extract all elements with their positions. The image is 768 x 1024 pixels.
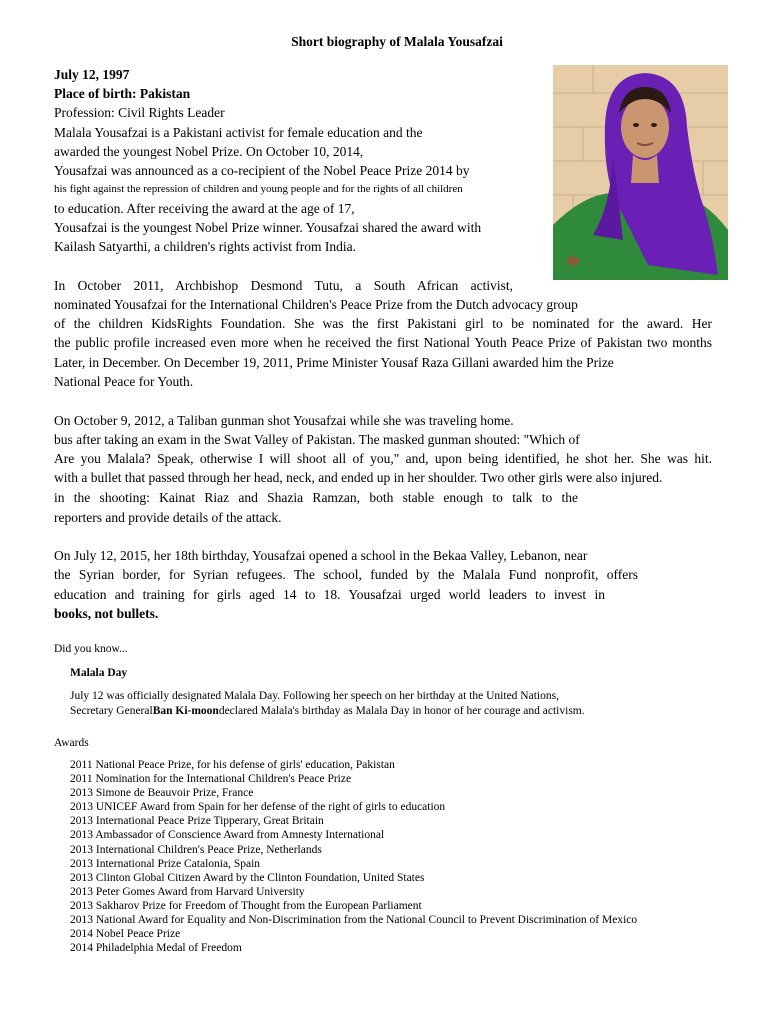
books-not-bullets: books, not bullets. — [54, 606, 159, 621]
award-item: 2013 Peter Gomes Award from Harvard University — [70, 885, 305, 898]
para1-line: awarded the youngest Nobel Prize. On October 10, 2014, — [54, 144, 364, 159]
para3-line: bus after taking an exam in the Swat Valley of Pakistan. The masked gunman shouted: "Which of — [54, 432, 580, 447]
para2-line: nominated Yousafzai for the International Children's Peace Prize from the Dutch advocacy group — [54, 297, 578, 312]
para4-line: On July 12, 2015, her 18th birthday, Yousafzai opened a school in the Bekaa Valley, Lebanon, near — [54, 548, 588, 563]
para1-line: Malala Yousafzai is a Pakistani activist for female education and the — [54, 125, 423, 140]
para2-line: of the children KidsRights Foundation. She was the first Pakistani girl to be nominated for the award. Her — [54, 316, 712, 331]
malala-day-text: July 12 was officially designated Malala Day. Following her speech on her birthday at the United Nations, — [70, 690, 559, 702]
para3-line: reporters and provide details of the attack. — [54, 510, 282, 525]
award-item: 2013 Clinton Global Citizen Award by the Clinton Foundation, United States — [70, 871, 425, 884]
para1-line: his fight against the repression of children and young people and for the rights of all children — [54, 183, 463, 195]
para3-line: in the shooting: Kainat Riaz and Shazia Ramzan, both stable enough to talk to the — [54, 490, 578, 505]
portrait-photo — [553, 65, 728, 280]
award-item: 2013 Ambassador of Conscience Award from Amnesty International — [70, 829, 385, 842]
award-item: 2013 National Award for Equality and Non-Discrimination from the National Council to Prevent Discrimination of Mexico — [70, 914, 638, 927]
page-title: Short biography of Malala Yousafzai — [291, 34, 503, 49]
malala-day-heading: Malala Day — [70, 667, 128, 679]
birth-date: July 12, 1997 — [54, 67, 130, 82]
para3-line: Are you Malala? Speak, otherwise I will shoot all of you," and, upon being identified, he shot her. She was hit. — [54, 451, 712, 466]
para2-line: the public profile increased even more when he received the first National Youth Peace Prize of Pakistan two months — [54, 335, 712, 350]
para4-line: education and training for girls aged 14 to 18. Yousafzai urged world leaders to invest in — [54, 587, 605, 602]
malala-day-text-2 — [70, 704, 585, 718]
secretary-general-text: Secretary General — [70, 705, 153, 717]
para2-line: National Peace for Youth. — [54, 374, 194, 389]
award-item: 2013 Simone de Beauvoir Prize, France — [70, 787, 254, 800]
birth-place: Place of birth: Pakistan — [54, 86, 191, 101]
award-item: 2014 Philadelphia Medal of Freedom — [70, 942, 242, 955]
award-item: 2011 Nomination for the International Children's Peace Prize — [70, 773, 352, 786]
award-item: 2013 International Children's Peace Prize, Netherlands — [70, 843, 322, 856]
malala-day-declaration-text: declared Malala's birthday as Malala Day in honor of her courage and activism. — [218, 705, 585, 717]
profession: Profession: Civil Rights Leader — [54, 105, 225, 120]
para3-line: with a bullet that passed through her head, neck, and ended up in her shoulder. Two other girls were also injured. — [54, 470, 663, 485]
ban-ki-moon-name: Ban Ki-moon — [152, 705, 219, 717]
award-item: 2013 Sakharov Prize for Freedom of Thought from the European Parliament — [70, 899, 422, 912]
award-item: 2013 International Prize Catalonia, Spain — [70, 857, 261, 870]
para1-line: Yousafzai is the youngest Nobel Prize winner. Yousafzai shared the award with — [54, 220, 482, 235]
award-item: 2014 Nobel Peace Prize — [70, 928, 181, 941]
award-item: 2011 National Peace Prize, for his defense of girls' education, Pakistan — [70, 759, 395, 771]
did-you-know-label: Did you know... — [54, 643, 128, 655]
para2-line: In October 2011, Archbishop Desmond Tutu, a South African activist, — [54, 278, 513, 293]
para2-line: Later, in December. On December 19, 2011, Prime Minister Yousaf Raza Gillani awarded him the Prize — [54, 355, 614, 370]
award-item: 2013 International Peace Prize Tipperary, Great Britain — [70, 815, 324, 828]
para1-line: Kailash Satyarthi, a children's rights activist from India. — [54, 239, 356, 254]
para4-line: the Syrian border, for Syrian refugees. The school, funded by the Malala Fund nonprofit, offers — [54, 567, 638, 582]
awards-list — [70, 758, 637, 955]
para1-line: Yousafzai was announced as a co-recipient of the Nobel Peace Prize 2014 by — [54, 163, 470, 178]
award-item: 2013 UNICEF Award from Spain for her defense of the right of girls to education — [70, 801, 446, 814]
para1-line: to education. After receiving the award at the age of 17, — [54, 201, 355, 216]
para3-line: On October 9, 2012, a Taliban gunman shot Yousafzai while she was traveling home. — [54, 413, 514, 428]
awards-label: Awards — [54, 737, 89, 749]
